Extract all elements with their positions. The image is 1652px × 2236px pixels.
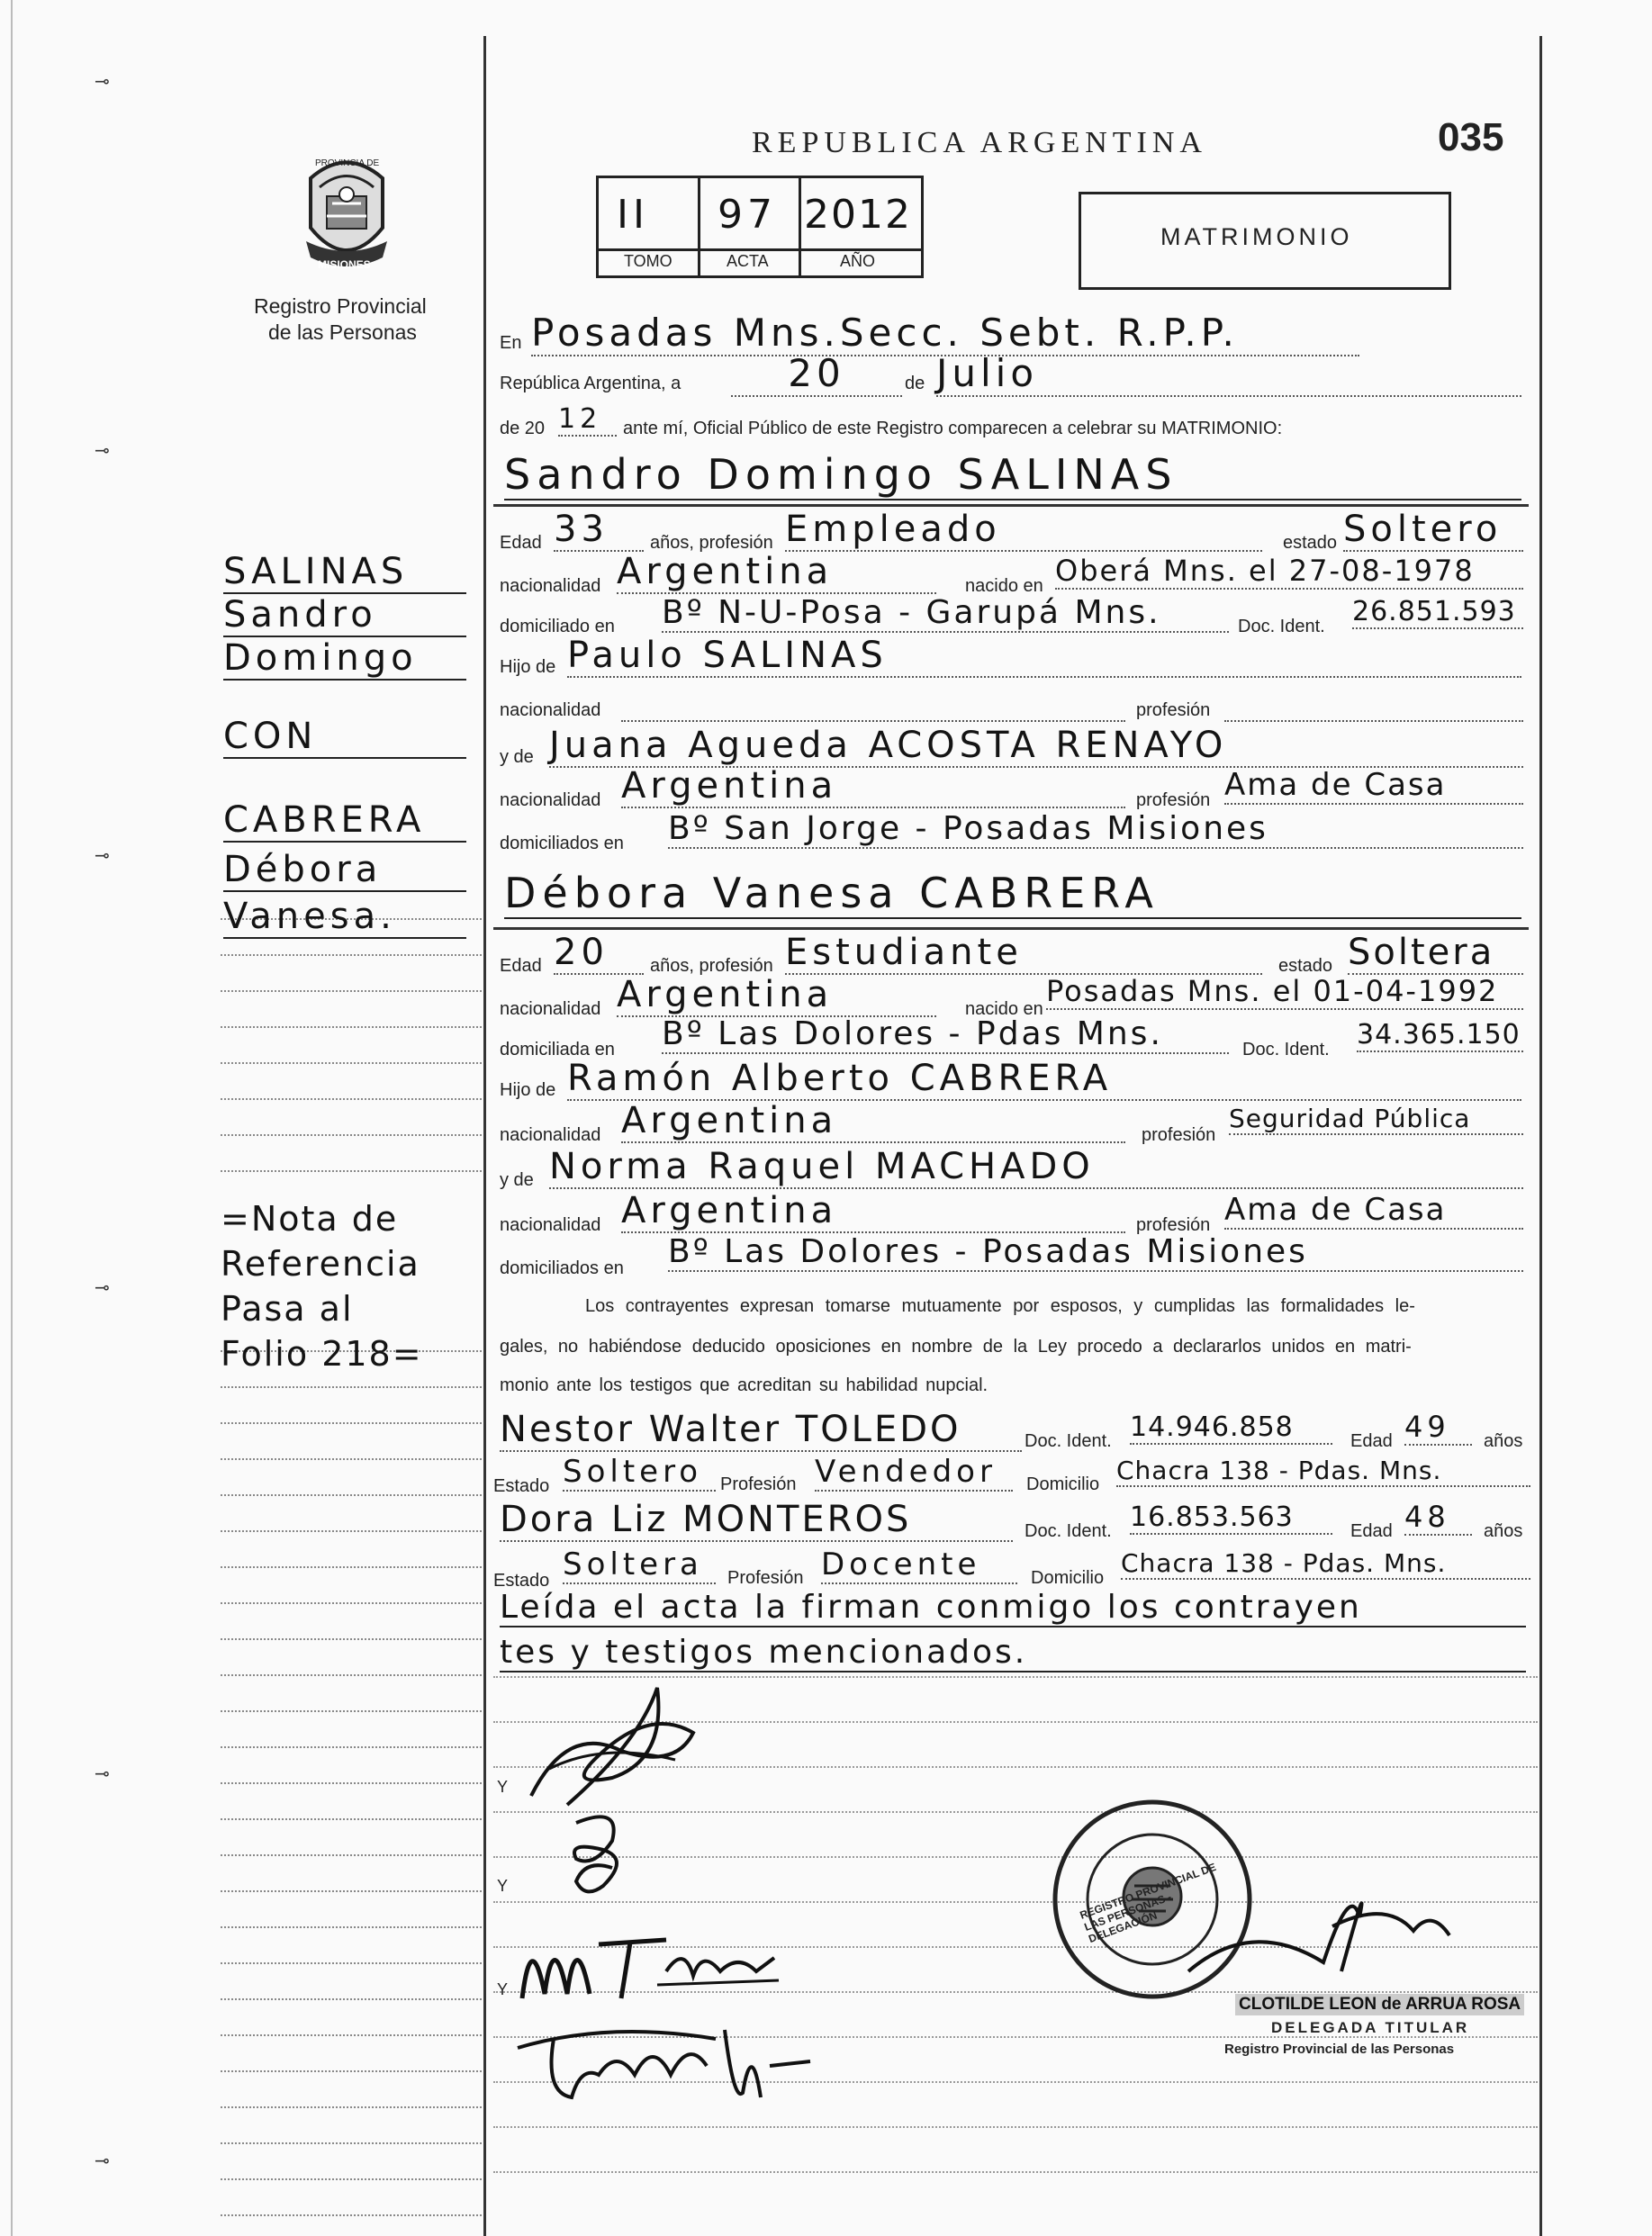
bride-nacionalidad-label: nacionalidad xyxy=(500,999,601,1019)
bride-birth-field: Posadas Mns. el 01-04-1992 xyxy=(1046,974,1523,1010)
groom-mother-nationality: Argentina xyxy=(621,765,1125,808)
margin-ruled-line xyxy=(221,1674,482,1676)
delegate-signature xyxy=(1179,1863,1476,1994)
margin-ruled-line xyxy=(221,1782,482,1784)
margin-ruled-line xyxy=(221,1638,482,1640)
margin-note-line: =Nota de xyxy=(221,1199,399,1239)
margin-ruled-line xyxy=(221,1170,482,1172)
groom-estado-label: estado xyxy=(1283,533,1338,553)
witness1-domicilio-label: Domicilio xyxy=(1026,1474,1100,1494)
bride-parents-dom-label: domiciliados en xyxy=(500,1258,624,1278)
bride-father-nationality: Argentina xyxy=(621,1100,1125,1143)
bride-age-field: 20 xyxy=(554,932,644,975)
binding-mark: ⊸ xyxy=(95,846,110,866)
witness1-edad-label: Edad xyxy=(1350,1431,1393,1451)
bride-yde-label: y de xyxy=(500,1170,534,1190)
witness2-doc-label: Doc. Ident. xyxy=(1025,1521,1112,1541)
signature-line-mark: Y xyxy=(497,1778,509,1796)
groom-mother-field: Juana Agueda ACOSTA RENAYO xyxy=(549,725,1523,768)
right-border-rule xyxy=(1539,36,1542,2236)
margin-ruled-line xyxy=(221,2214,482,2216)
witness1-status-field: Soltero xyxy=(563,1454,716,1492)
groom-father-nat-label: nacionalidad xyxy=(500,700,601,720)
act-type-box xyxy=(1079,192,1451,290)
margin-ruled-line xyxy=(221,1890,482,1892)
margin-ruled-line xyxy=(221,1566,482,1568)
bride-nacido-label: nacido en xyxy=(965,999,1043,1019)
witness1-doc-label: Doc. Ident. xyxy=(1025,1431,1112,1451)
groom-father-nationality xyxy=(621,693,1125,722)
tomo-label: TOMO xyxy=(624,252,673,270)
acta-label: ACTA xyxy=(727,252,769,270)
republica-label: República Argentina, a xyxy=(500,374,682,393)
groom-profesion-label: años, profesión xyxy=(650,533,773,553)
witness1-age-field: 49 xyxy=(1404,1410,1472,1446)
margin-ruled-line xyxy=(221,1710,482,1712)
ruled-line xyxy=(493,2126,1538,2128)
delegate-stamp-name: CLOTILDE LEON de ARRUA ROSA xyxy=(1235,1994,1524,2015)
bride-mother-profession: Ama de Casa xyxy=(1224,1192,1523,1230)
groom-father-field: Paulo SALINAS xyxy=(567,635,1521,678)
witness1-profession-field: Vendedor xyxy=(815,1454,1013,1492)
witness2-anos-label: años xyxy=(1484,1521,1523,1541)
margin-note-line: CABRERA xyxy=(223,799,466,843)
binding-mark: ⊸ xyxy=(95,1764,110,1784)
bride-father-nat-label: nacionalidad xyxy=(500,1125,601,1145)
signature-line-mark: Y xyxy=(497,1877,509,1895)
bride-hijo-label: Hijo de xyxy=(500,1080,556,1100)
crest-top-text: PROVINCIA DE xyxy=(315,158,380,168)
groom-mother-nat-label: nacionalidad xyxy=(500,790,601,810)
margin-ruled-line xyxy=(221,954,482,956)
binding-mark: ⊸ xyxy=(95,441,110,461)
bride-edad-label: Edad xyxy=(500,956,542,976)
margin-ruled-line xyxy=(221,1026,482,1028)
groom-father-prof-label: profesión xyxy=(1136,700,1211,720)
bride-mother-field: Norma Raquel MACHADO xyxy=(549,1146,1523,1189)
day-field: 20 xyxy=(731,351,902,397)
groom-nacido-label: nacido en xyxy=(965,576,1043,596)
witness2-domicilio-label: Domicilio xyxy=(1031,1568,1105,1588)
bride-address-field: Bº Las Dolores - Pdas Mns. xyxy=(662,1015,1229,1054)
groom-nationality-field: Argentina xyxy=(617,551,936,594)
margin-ruled-line xyxy=(221,990,482,992)
margin-note-line: Folio 218= xyxy=(221,1334,423,1374)
bride-mother-nat-label: nacionalidad xyxy=(500,1215,601,1235)
bride-father-prof-label: profesión xyxy=(1142,1125,1216,1145)
margin-ruled-line xyxy=(221,1422,482,1424)
act-type-label: MATRIMONIO xyxy=(1160,223,1353,250)
witness2-profesion-label: Profesión xyxy=(727,1568,804,1588)
groom-father-profession xyxy=(1224,693,1523,722)
witness1-address-field: Chacra 138 - Pdas. Mns. xyxy=(1116,1456,1530,1487)
witness1-name-field: Nestor Walter TOLEDO xyxy=(500,1409,1022,1452)
witness1-anos-label: años xyxy=(1484,1431,1523,1451)
margin-ruled-line xyxy=(221,1134,482,1136)
record-number-box xyxy=(596,176,924,278)
bride-name-field: Débora Vanesa CABRERA xyxy=(504,869,1521,919)
groom-age-field: 33 xyxy=(554,509,644,552)
groom-mother-profession: Ama de Casa xyxy=(1224,767,1523,805)
margin-note-line: Vanesa. xyxy=(223,896,466,939)
bride-mother-prof-label: profesión xyxy=(1136,1215,1211,1235)
bride-doc-label: Doc. Ident. xyxy=(1242,1040,1330,1059)
section-rule xyxy=(493,927,1529,930)
country-title: REPUBLICA ARGENTINA xyxy=(752,126,1207,159)
anio-label: AÑO xyxy=(840,252,876,270)
margin-note-line: SALINAS xyxy=(223,551,466,594)
witness1-profesion-label: Profesión xyxy=(720,1474,797,1494)
witness2-profession-field: Docente xyxy=(821,1546,1017,1584)
witness2-signature xyxy=(500,2012,824,2115)
acta-value: 97 xyxy=(718,192,777,238)
margin-note-line: Domingo xyxy=(223,637,466,681)
witness2-age-field: 48 xyxy=(1404,1500,1472,1536)
margin-ruled-line xyxy=(221,2034,482,2036)
binding-mark: ⊸ xyxy=(95,1278,110,1298)
margin-ruled-line xyxy=(221,1854,482,1856)
groom-parents-dom-label: domiciliados en xyxy=(500,834,624,853)
witness2-status-field: Soltera xyxy=(563,1546,716,1584)
groom-profession-field: Empleado xyxy=(785,509,1262,552)
margin-ruled-line xyxy=(221,1062,482,1064)
signature-line-mark: Y xyxy=(497,1980,509,1998)
tomo-value: II xyxy=(617,192,649,238)
groom-edad-label: Edad xyxy=(500,533,542,553)
binding-margin-line xyxy=(11,0,13,2236)
margin-ruled-line xyxy=(221,1962,482,1964)
margin-ruled-line xyxy=(221,1098,482,1100)
groom-name-field: Sandro Domingo SALINAS xyxy=(504,450,1521,500)
margin-note-line: Débora xyxy=(223,849,466,892)
left-column-rule xyxy=(483,36,486,2236)
witness2-doc-field: 16.853.563 xyxy=(1130,1501,1332,1535)
margin-ruled-line xyxy=(221,2178,482,2180)
registry-name-line2: de las Personas xyxy=(268,320,417,344)
seal-ring-text: REGISTRO PROVINCIAL DE LAS PERSONAS - DELEGACIÓN xyxy=(1078,1860,1218,1946)
witness1-signature xyxy=(513,1908,783,2021)
margin-note-line: Referencia xyxy=(221,1244,420,1284)
month-field: Julio xyxy=(936,351,1521,397)
margin-ruled-line xyxy=(221,1746,482,1748)
bride-profesion-label: años, profesión xyxy=(650,956,773,976)
bride-father-profession: Seguridad Pública xyxy=(1229,1104,1523,1135)
margin-ruled-line xyxy=(221,1458,482,1460)
place-field: Posadas Mns.Secc. Sebt. R.P.P. xyxy=(531,311,1359,356)
margin-ruled-line xyxy=(221,1386,482,1388)
witness1-doc-field: 14.946.858 xyxy=(1130,1411,1332,1445)
section-rule xyxy=(493,504,1529,507)
margin-ruled-line xyxy=(221,1602,482,1604)
registry-name-line1: Registro Provincial xyxy=(254,294,427,318)
groom-birth-field: Oberá Mns. el 27-08-1978 xyxy=(1055,554,1523,590)
margin-ruled-line xyxy=(221,2142,482,2144)
margin-note-line: CON xyxy=(223,716,466,759)
delegate-stamp-org: Registro Provincial de las Personas xyxy=(1224,2042,1455,2057)
bride-status-field: Soltera xyxy=(1348,932,1523,975)
groom-parents-address: Bº San Jorge - Posadas Misiones xyxy=(668,810,1523,849)
witness1-estado-label: Estado xyxy=(493,1476,550,1496)
margin-ruled-line xyxy=(221,2070,482,2072)
margin-ruled-line xyxy=(221,1530,482,1532)
bride-estado-label: estado xyxy=(1278,956,1333,976)
groom-mother-prof-label: profesión xyxy=(1136,790,1211,810)
groom-doc-label: Doc. Ident. xyxy=(1238,617,1325,636)
folio-number: 035 xyxy=(1438,115,1504,159)
margin-ruled-line xyxy=(221,1818,482,1820)
bride-nationality-field: Argentina xyxy=(617,974,936,1017)
margin-ruled-line xyxy=(221,1998,482,2000)
declaration-line-1: Los contrayentes expresan tomarse mutuamente por esposos, y cumplidas las formalidades le- xyxy=(585,1296,1415,1316)
year-field: 12 xyxy=(558,403,617,437)
margin-note-line: Pasa al xyxy=(221,1289,354,1329)
declaration-line-3: monio ante los testigos que acreditan su habilidad nupcial. xyxy=(500,1375,988,1395)
groom-domiciliado-label: domiciliado en xyxy=(500,617,615,636)
groom-hijo-label: Hijo de xyxy=(500,657,556,677)
margin-ruled-line xyxy=(221,1494,482,1496)
witness2-edad-label: Edad xyxy=(1350,1521,1393,1541)
ruled-line xyxy=(493,2171,1538,2173)
witness2-name-field: Dora Liz MONTEROS xyxy=(500,1499,1013,1542)
binding-mark: ⊸ xyxy=(95,2151,110,2171)
de-label: de xyxy=(905,374,925,393)
binding-mark: ⊸ xyxy=(95,72,110,92)
closing-line-2: tes y testigos mencionados. xyxy=(500,1634,1526,1672)
bride-father-field: Ramón Alberto CABRERA xyxy=(567,1058,1521,1101)
bride-profession-field: Estudiante xyxy=(785,932,1262,975)
bride-parents-address: Bº Las Dolores - Posadas Misiones xyxy=(668,1233,1523,1272)
groom-nacionalidad-label: nacionalidad xyxy=(500,576,601,596)
margin-note-line: Sandro xyxy=(223,594,466,637)
groom-status-field: Soltero xyxy=(1343,509,1523,552)
delegate-stamp-title: DELEGADA TITULAR xyxy=(1271,2019,1470,2036)
witness2-address-field: Chacra 138 - Pdas. Mns. xyxy=(1121,1548,1530,1580)
anio-value: 2012 xyxy=(804,192,912,238)
bride-doc-field: 34.365.150 xyxy=(1357,1019,1523,1052)
groom-signature xyxy=(513,1670,711,1818)
bride-signature xyxy=(549,1805,657,1908)
en-label: En xyxy=(500,333,522,353)
groom-yde-label: y de xyxy=(500,747,534,767)
bride-domiciliada-label: domiciliada en xyxy=(500,1040,615,1059)
year-prefix-label: de 20 xyxy=(500,419,546,438)
ceremony-statement: ante mí, Oficial Público de este Registro comparecen a celebrar su MATRIMONIO: xyxy=(623,419,1283,438)
crest-bottom-text: MISIONES xyxy=(318,258,371,271)
witness2-estado-label: Estado xyxy=(493,1571,550,1591)
declaration-line-2: gales, no habiéndose deducido oposiciones en nombre de la Ley procedo a declararlos unidos en matri- xyxy=(500,1337,1412,1357)
groom-doc-field: 26.851.593 xyxy=(1352,596,1523,629)
bride-mother-nationality: Argentina xyxy=(621,1190,1125,1233)
groom-address-field: Bº N-U-Posa - Garupá Mns. xyxy=(662,594,1229,633)
closing-line-1: Leída el acta la firman conmigo los contrayen xyxy=(500,1589,1526,1627)
margin-ruled-line xyxy=(221,2106,482,2108)
margin-ruled-line xyxy=(221,1926,482,1928)
